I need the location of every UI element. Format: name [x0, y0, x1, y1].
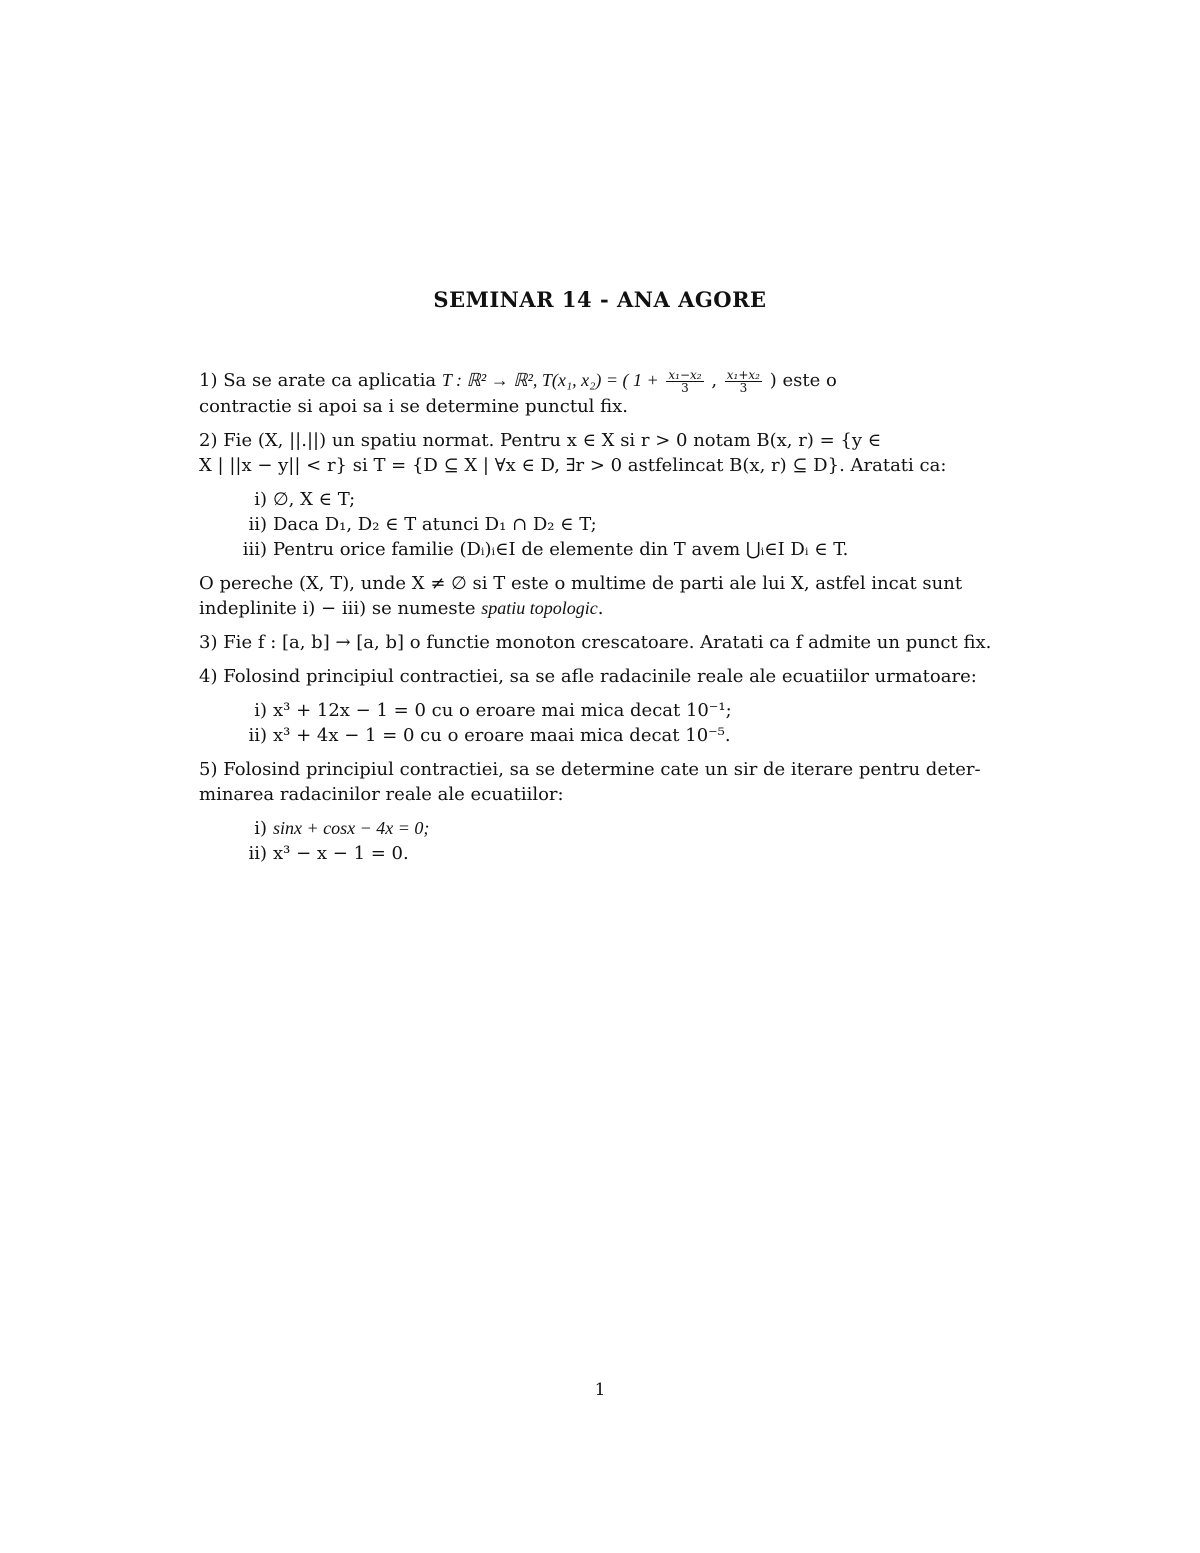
- list-item: [231, 841, 1019, 866]
- problem-2-line-2: X | ||x − y|| < r} si T = {D ⊆ X | ∀x ∈ D, ∃r > 0 astfelincat B(x, r) ⊆ D}. Aratati ca:: [199, 455, 947, 476]
- item-text: x³ + 4x − 1 = 0 cu o eroare maai mica decat 10⁻⁵.: [273, 725, 731, 746]
- problem-5: [199, 757, 1019, 807]
- item-label: i): [254, 489, 267, 510]
- item-label: ii): [248, 514, 267, 535]
- problem-1-line-2: contractie si apoi sa i se determine punctul fix.: [199, 396, 629, 417]
- item-text: Daca D₁, D₂ ∈ T atunci D₁ ∩ D₂ ∈ T;: [273, 514, 597, 535]
- fraction-2: [725, 369, 762, 394]
- fraction-2-denominator: 3: [739, 381, 748, 395]
- problem-3-text: 3) Fie f : [a, b] → [a, b] o functie monoton crescatoare. Aratati ca f admite un punct fix.: [199, 632, 992, 653]
- fraction-separator: ,: [711, 370, 718, 391]
- item-label: iii): [242, 539, 267, 560]
- item-text: sinx + cosx − 4x = 0;: [273, 818, 430, 838]
- problem-1-suffix: este o: [782, 370, 837, 391]
- problem-4-items: [231, 698, 1019, 748]
- problem-1: [199, 368, 1019, 419]
- item-text: Pentru orice familie (Dᵢ)ᵢ∈I de elemente din T avem ⋃ᵢ∈I Dᵢ ∈ T.: [273, 539, 849, 560]
- problem-2-items: [231, 487, 1019, 562]
- problem-4-text: 4) Folosind principiul contractiei, sa se afle radacinile reale ale ecuatiilor urmatoare:: [199, 666, 977, 687]
- problem-4: [199, 664, 1019, 689]
- problem-1-map-head: T : ℝ² → ℝ², T(x₁, x₂) = ( 1 +: [441, 370, 659, 390]
- problem-1-label: 1): [199, 370, 218, 391]
- problem-1-line-1: [199, 368, 1019, 394]
- item-text: ∅, X ∈ T;: [273, 489, 356, 510]
- item-label: i): [254, 700, 267, 721]
- topology-definition: [199, 571, 1019, 621]
- page-title: SEMINAR 14 - ANA AGORE: [433, 287, 767, 312]
- fraction-1-numerator: x₁−x₂: [668, 368, 702, 382]
- problem-2-line-1: 2) Fie (X, ||.||) un spatiu normat. Pentru x ∈ X si r > 0 notam B(x, r) = {y ∈: [199, 430, 882, 451]
- list-item: [231, 816, 1019, 841]
- problem-5-line-2: minarea radacinilor reale ale ecuatiilor:: [199, 784, 564, 805]
- item-text: x³ − x − 1 = 0.: [273, 843, 409, 864]
- problem-5-items: [231, 816, 1019, 866]
- fraction-2-numerator: x₁+x₂: [726, 368, 760, 382]
- item-text: x³ + 12x − 1 = 0 cu o eroare mai mica decat 10⁻¹;: [273, 700, 732, 721]
- document-body: [199, 368, 1019, 875]
- list-item: [231, 698, 1019, 723]
- definition-line-1: O pereche (X, T), unde X ≠ ∅ si T este o multime de parti ale lui X, astfel incat sunt: [199, 573, 963, 594]
- item-label: ii): [248, 725, 267, 746]
- definition-prefix: indeplinite i) − iii) se numeste: [199, 598, 476, 619]
- definition-term: spatiu topologic: [481, 598, 598, 618]
- problem-1-prefix: Sa se arate ca aplicatia: [223, 370, 437, 391]
- list-item: [231, 723, 1019, 748]
- definition-suffix: .: [597, 598, 604, 619]
- page-number: 1: [594, 1380, 606, 1400]
- list-item: [231, 487, 1019, 512]
- fraction-1: [666, 369, 703, 394]
- fraction-1-denominator: 3: [681, 381, 689, 395]
- problem-3: [199, 630, 1019, 655]
- problem-2: [199, 428, 1019, 478]
- list-item: [231, 537, 1019, 562]
- item-label: ii): [248, 843, 267, 864]
- definition-line-2: [199, 596, 1019, 621]
- item-label: i): [254, 818, 267, 839]
- problem-5-line-1: 5) Folosind principiul contractiei, sa se determine cate un sir de iterare pentru deter-: [199, 759, 981, 780]
- list-item: [231, 512, 1019, 537]
- problem-1-map-tail: ): [769, 370, 777, 391]
